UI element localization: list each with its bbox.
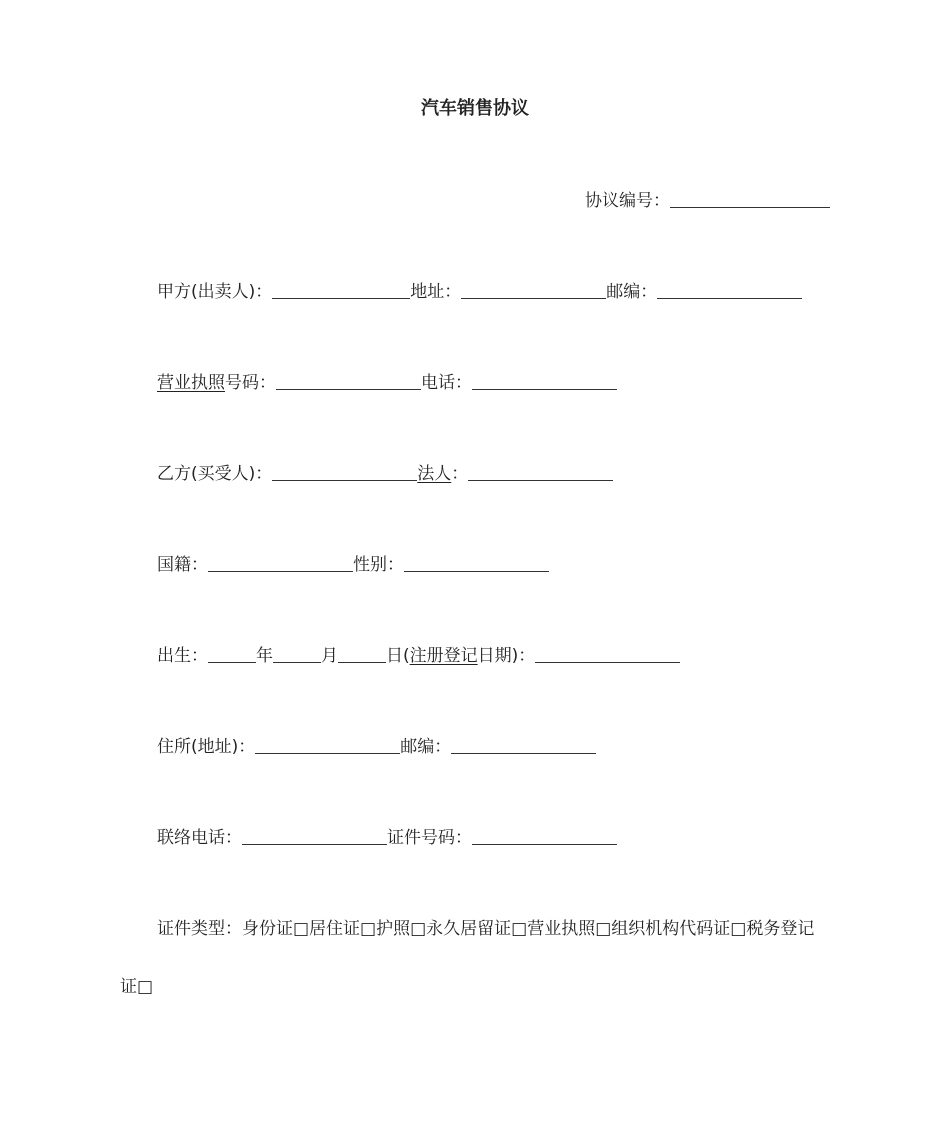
legal-person-blank[interactable]: [468, 462, 613, 481]
contact-phone-label: 联络电话：: [157, 828, 242, 848]
birth-month-blank[interactable]: [273, 644, 321, 663]
registration-label-rest: 日期)：: [477, 646, 536, 666]
party-a-postcode-label: 邮编：: [606, 282, 658, 302]
document-title: 汽车销售协议: [421, 98, 529, 119]
registration-date-blank[interactable]: [535, 644, 680, 663]
party-a-label: 甲方(出卖人)：: [157, 282, 273, 302]
party-a-address-label: 地址：: [410, 282, 462, 302]
party-a-row: [157, 279, 802, 305]
nationality-label: 国籍：: [157, 555, 208, 575]
party-a-license-row: [157, 370, 617, 396]
agreement-number-label: 协议编号：: [585, 191, 670, 211]
id-type-text-continued: 证□: [120, 977, 154, 997]
id-number-label: 证件号码：: [387, 828, 472, 848]
party-a-phone-label: 电话：: [421, 373, 472, 393]
legal-person-label: 法人: [417, 464, 452, 484]
party-b-row: [157, 461, 613, 487]
party-a-postcode-blank[interactable]: [657, 280, 802, 299]
nationality-row: [157, 552, 549, 578]
residence-label: 住所(地址)：: [157, 737, 256, 757]
birth-label: 出生：: [157, 646, 208, 666]
legal-person-colon: ：: [451, 464, 469, 484]
id-type-row-continued: [120, 974, 153, 1000]
id-number-blank[interactable]: [472, 826, 617, 845]
birth-day-blank[interactable]: [338, 644, 386, 663]
license-label-rest: 号码：: [225, 373, 276, 393]
party-b-name-blank[interactable]: [272, 462, 417, 481]
party-a-phone-blank[interactable]: [472, 371, 617, 390]
agreement-number-row: [585, 188, 830, 214]
id-type-row: [157, 916, 814, 942]
registration-label-underlined: 注册登记: [409, 646, 478, 666]
agreement-number-blank[interactable]: [670, 189, 830, 208]
license-label-underlined: 营业执照: [157, 373, 225, 393]
party-a-name-blank[interactable]: [272, 280, 410, 299]
nationality-blank[interactable]: [208, 553, 353, 572]
day-label: 日(: [386, 646, 410, 666]
gender-label: 性别：: [353, 555, 404, 575]
year-label: 年: [256, 646, 273, 666]
birth-row: [157, 643, 680, 669]
party-a-address-blank[interactable]: [461, 280, 606, 299]
contact-phone-blank[interactable]: [242, 826, 387, 845]
birth-year-blank[interactable]: [208, 644, 256, 663]
contact-row: [157, 825, 617, 851]
party-b-postcode-label: 邮编：: [400, 737, 452, 757]
residence-blank[interactable]: [255, 735, 400, 754]
party-b-label: 乙方(买受人)：: [157, 464, 273, 484]
id-type-text: 证件类型：身份证□居住证□护照□永久居留证□营业执照□组织机构代码证□税务登记: [157, 919, 815, 939]
month-label: 月: [321, 646, 338, 666]
license-number-blank[interactable]: [276, 371, 421, 390]
gender-blank[interactable]: [404, 553, 549, 572]
party-b-postcode-blank[interactable]: [451, 735, 596, 754]
residence-row: [157, 734, 596, 760]
